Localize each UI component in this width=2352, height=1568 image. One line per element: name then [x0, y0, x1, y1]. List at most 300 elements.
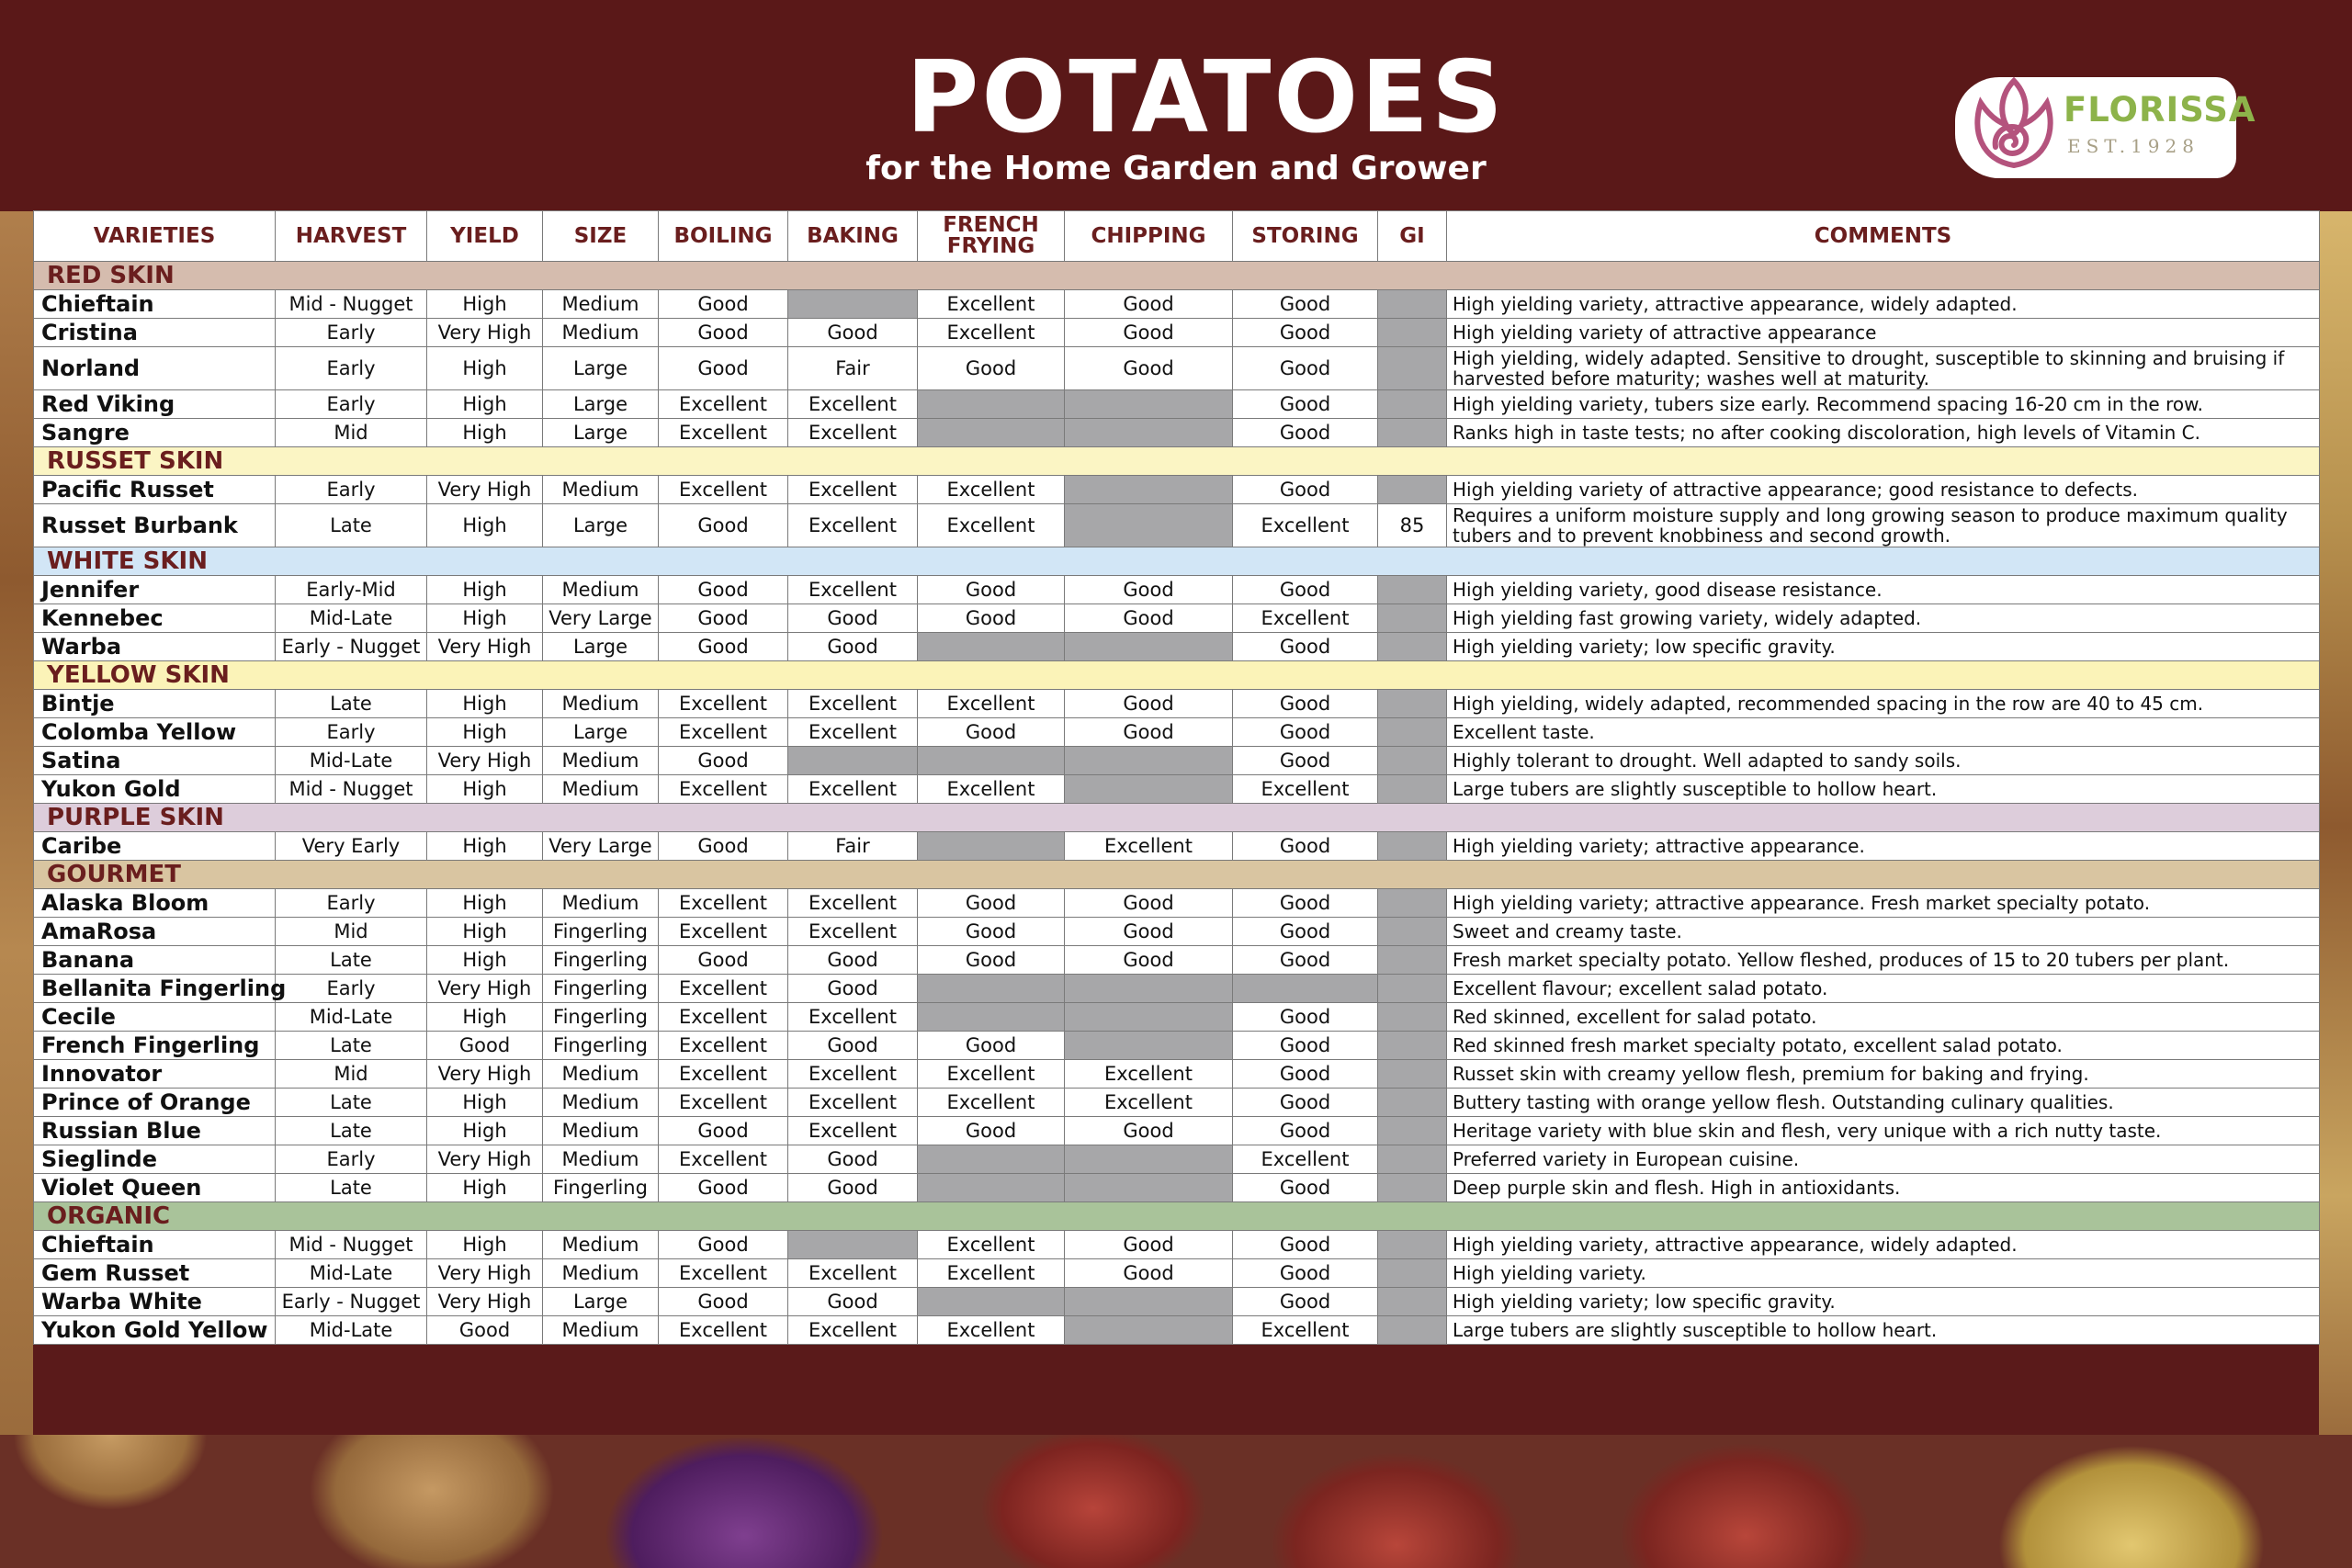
- empty-cell: [1378, 1032, 1447, 1060]
- storing-cell: Excellent: [1233, 1316, 1378, 1345]
- empty-cell: [918, 419, 1065, 447]
- variety-name: Cecile: [34, 1003, 276, 1032]
- empty-cell: [1065, 1288, 1233, 1316]
- baking-cell: Excellent: [788, 775, 918, 804]
- boiling-cell: Good: [659, 633, 788, 661]
- boiling-cell: Good: [659, 832, 788, 861]
- baking-cell: Fair: [788, 832, 918, 861]
- boiling-cell: Excellent: [659, 1316, 788, 1345]
- empty-cell: [1378, 1060, 1447, 1089]
- column-header: SIZE: [543, 211, 659, 262]
- table-row: [34, 1060, 2320, 1089]
- harvest-cell: Early-Mid: [276, 576, 427, 604]
- size-cell: Large: [543, 504, 659, 547]
- harvest-cell: Early: [276, 319, 427, 347]
- storing-cell: Good: [1233, 946, 1378, 975]
- comments-cell: Fresh market specialty potato. Yellow fleshed, produces of 15 to 20 tubers per plant.: [1447, 946, 2320, 975]
- size-cell: Fingerling: [543, 1032, 659, 1060]
- empty-cell: [1065, 747, 1233, 775]
- storing-cell: Good: [1233, 419, 1378, 447]
- empty-cell: [1378, 290, 1447, 319]
- storing-cell: Good: [1233, 347, 1378, 390]
- french-frying-cell: Excellent: [918, 1316, 1065, 1345]
- table-row: [34, 1288, 2320, 1316]
- table-row: [34, 604, 2320, 633]
- potato-varieties-table: [33, 210, 2320, 1345]
- empty-cell: [1065, 1032, 1233, 1060]
- storing-cell: Excellent: [1233, 604, 1378, 633]
- chipping-cell: Good: [1065, 1117, 1233, 1145]
- yield-cell: High: [427, 576, 543, 604]
- french-frying-cell: Good: [918, 889, 1065, 918]
- french-frying-cell: Excellent: [918, 1089, 1065, 1117]
- baking-cell: Excellent: [788, 1259, 918, 1288]
- gi-cell: 85: [1378, 504, 1447, 547]
- size-cell: Medium: [543, 476, 659, 504]
- comments-cell: High yielding variety of attractive appearance; good resistance to defects.: [1447, 476, 2320, 504]
- storing-cell: Good: [1233, 718, 1378, 747]
- yield-cell: High: [427, 1117, 543, 1145]
- harvest-cell: Mid: [276, 918, 427, 946]
- harvest-cell: Late: [276, 1117, 427, 1145]
- storing-cell: Good: [1233, 1032, 1378, 1060]
- category-label: PURPLE SKIN: [34, 804, 2320, 832]
- flower-logo-icon: [1968, 70, 2060, 173]
- table-row: [34, 633, 2320, 661]
- size-cell: Very Large: [543, 832, 659, 861]
- comments-cell: Excellent flavour; excellent salad potato.: [1447, 975, 2320, 1003]
- harvest-cell: Mid-Late: [276, 747, 427, 775]
- harvest-cell: Mid-Late: [276, 1259, 427, 1288]
- yield-cell: Very High: [427, 1259, 543, 1288]
- chipping-cell: Excellent: [1065, 1089, 1233, 1117]
- baking-cell: Excellent: [788, 1089, 918, 1117]
- column-header: FRENCH FRYING: [918, 211, 1065, 262]
- size-cell: Large: [543, 390, 659, 419]
- size-cell: Very Large: [543, 604, 659, 633]
- yield-cell: High: [427, 918, 543, 946]
- boiling-cell: Good: [659, 946, 788, 975]
- size-cell: Medium: [543, 1117, 659, 1145]
- empty-cell: [1065, 775, 1233, 804]
- french-frying-cell: Good: [918, 1032, 1065, 1060]
- harvest-cell: Early: [276, 476, 427, 504]
- boiling-cell: Good: [659, 319, 788, 347]
- empty-cell: [1378, 1089, 1447, 1117]
- baking-cell: Excellent: [788, 419, 918, 447]
- comments-cell: Preferred variety in European cuisine.: [1447, 1145, 2320, 1174]
- brand-est: EST.1928: [2067, 135, 2199, 157]
- harvest-cell: Late: [276, 504, 427, 547]
- table-row: [34, 747, 2320, 775]
- yield-cell: High: [427, 1003, 543, 1032]
- storing-cell: Good: [1233, 747, 1378, 775]
- yield-cell: High: [427, 690, 543, 718]
- chipping-cell: Good: [1065, 918, 1233, 946]
- size-cell: Large: [543, 347, 659, 390]
- comments-cell: High yielding variety of attractive appearance: [1447, 319, 2320, 347]
- harvest-cell: Early: [276, 347, 427, 390]
- size-cell: Medium: [543, 1316, 659, 1345]
- harvest-cell: Mid: [276, 1060, 427, 1089]
- yield-cell: High: [427, 889, 543, 918]
- baking-cell: Good: [788, 319, 918, 347]
- baking-cell: Excellent: [788, 889, 918, 918]
- storing-cell: Good: [1233, 690, 1378, 718]
- empty-cell: [1065, 419, 1233, 447]
- size-cell: Large: [543, 1288, 659, 1316]
- empty-cell: [1378, 633, 1447, 661]
- french-frying-cell: Good: [918, 604, 1065, 633]
- boiling-cell: Excellent: [659, 1060, 788, 1089]
- boiling-cell: Good: [659, 1174, 788, 1202]
- harvest-cell: Late: [276, 946, 427, 975]
- boiling-cell: Excellent: [659, 1259, 788, 1288]
- storing-cell: Good: [1233, 889, 1378, 918]
- size-cell: Medium: [543, 1089, 659, 1117]
- empty-cell: [788, 747, 918, 775]
- variety-name: Prince of Orange: [34, 1089, 276, 1117]
- storing-cell: Excellent: [1233, 1145, 1378, 1174]
- boiling-cell: Excellent: [659, 1145, 788, 1174]
- empty-cell: [1065, 476, 1233, 504]
- category-label: YELLOW SKIN: [34, 661, 2320, 690]
- size-cell: Large: [543, 633, 659, 661]
- yield-cell: High: [427, 419, 543, 447]
- yield-cell: High: [427, 604, 543, 633]
- empty-cell: [1378, 832, 1447, 861]
- comments-cell: High yielding, widely adapted. Sensitive to drought, susceptible to skinning and bruising if harvested before maturity; washes well at maturity.: [1447, 347, 2320, 390]
- empty-cell: [1378, 1288, 1447, 1316]
- storing-cell: Good: [1233, 832, 1378, 861]
- boiling-cell: Good: [659, 747, 788, 775]
- baking-cell: Good: [788, 1145, 918, 1174]
- yield-cell: Good: [427, 1316, 543, 1345]
- chipping-cell: Excellent: [1065, 832, 1233, 861]
- variety-name: Warba White: [34, 1288, 276, 1316]
- size-cell: Medium: [543, 1259, 659, 1288]
- baking-cell: Good: [788, 1032, 918, 1060]
- storing-cell: Good: [1233, 1259, 1378, 1288]
- variety-name: Bintje: [34, 690, 276, 718]
- category-label: ORGANIC: [34, 1202, 2320, 1231]
- table-row: [34, 946, 2320, 975]
- chipping-cell: Good: [1065, 319, 1233, 347]
- empty-cell: [918, 832, 1065, 861]
- variety-name: AmaRosa: [34, 918, 276, 946]
- brand-logo: [1955, 77, 2256, 178]
- variety-name: Norland: [34, 347, 276, 390]
- empty-cell: [1378, 319, 1447, 347]
- baking-cell: Good: [788, 1174, 918, 1202]
- comments-cell: Buttery tasting with orange yellow flesh. Outstanding culinary qualities.: [1447, 1089, 2320, 1117]
- empty-cell: [1378, 604, 1447, 633]
- table-row: [34, 690, 2320, 718]
- table-row: [34, 975, 2320, 1003]
- harvest-cell: Mid-Late: [276, 604, 427, 633]
- comments-cell: High yielding variety, attractive appearance, widely adapted.: [1447, 290, 2320, 319]
- empty-cell: [1378, 918, 1447, 946]
- boiling-cell: Good: [659, 504, 788, 547]
- table-row: [34, 419, 2320, 447]
- category-row: [34, 447, 2320, 476]
- empty-cell: [1378, 1231, 1447, 1259]
- column-header: VARIETIES: [34, 211, 276, 262]
- empty-cell: [918, 1174, 1065, 1202]
- harvest-cell: Early - Nugget: [276, 1288, 427, 1316]
- harvest-cell: Late: [276, 690, 427, 718]
- table-row: [34, 290, 2320, 319]
- baking-cell: Good: [788, 604, 918, 633]
- category-label: RUSSET SKIN: [34, 447, 2320, 476]
- baking-cell: Good: [788, 946, 918, 975]
- yield-cell: Very High: [427, 747, 543, 775]
- variety-name: Red Viking: [34, 390, 276, 419]
- harvest-cell: Early: [276, 975, 427, 1003]
- storing-cell: Good: [1233, 390, 1378, 419]
- comments-cell: Highly tolerant to drought. Well adapted to sandy soils.: [1447, 747, 2320, 775]
- yield-cell: High: [427, 347, 543, 390]
- yield-cell: Very High: [427, 319, 543, 347]
- table-row: [34, 1032, 2320, 1060]
- potato-background-left: [0, 211, 33, 1442]
- empty-cell: [918, 390, 1065, 419]
- variety-name: Yukon Gold: [34, 775, 276, 804]
- boiling-cell: Excellent: [659, 1032, 788, 1060]
- harvest-cell: Early: [276, 1145, 427, 1174]
- size-cell: Fingerling: [543, 1003, 659, 1032]
- empty-cell: [1065, 975, 1233, 1003]
- category-row: [34, 861, 2320, 889]
- baking-cell: Excellent: [788, 504, 918, 547]
- boiling-cell: Excellent: [659, 1003, 788, 1032]
- harvest-cell: Early: [276, 718, 427, 747]
- yield-cell: High: [427, 504, 543, 547]
- variety-name: Banana: [34, 946, 276, 975]
- comments-cell: High yielding variety; attractive appearance.: [1447, 832, 2320, 861]
- chipping-cell: Good: [1065, 576, 1233, 604]
- comments-cell: Red skinned fresh market specialty potato, excellent salad potato.: [1447, 1032, 2320, 1060]
- table-row: [34, 504, 2320, 547]
- comments-cell: High yielding variety, good disease resistance.: [1447, 576, 2320, 604]
- storing-cell: Excellent: [1233, 504, 1378, 547]
- page-title: POTATOES: [906, 40, 1506, 155]
- chipping-cell: Excellent: [1065, 1060, 1233, 1089]
- empty-cell: [1065, 1003, 1233, 1032]
- storing-cell: Good: [1233, 576, 1378, 604]
- comments-cell: Sweet and creamy taste.: [1447, 918, 2320, 946]
- baking-cell: Excellent: [788, 1003, 918, 1032]
- empty-cell: [1378, 1117, 1447, 1145]
- empty-cell: [1378, 718, 1447, 747]
- table-row: [34, 832, 2320, 861]
- empty-cell: [788, 290, 918, 319]
- size-cell: Medium: [543, 889, 659, 918]
- french-frying-cell: Good: [918, 718, 1065, 747]
- variety-name: Jennifer: [34, 576, 276, 604]
- storing-cell: Good: [1233, 1288, 1378, 1316]
- french-frying-cell: Good: [918, 946, 1065, 975]
- size-cell: Medium: [543, 290, 659, 319]
- comments-cell: High yielding variety, attractive appearance, widely adapted.: [1447, 1231, 2320, 1259]
- header-banner: [0, 0, 2352, 211]
- french-frying-cell: Excellent: [918, 1060, 1065, 1089]
- boiling-cell: Good: [659, 1231, 788, 1259]
- comments-cell: High yielding fast growing variety, widely adapted.: [1447, 604, 2320, 633]
- column-header: BAKING: [788, 211, 918, 262]
- boiling-cell: Good: [659, 1288, 788, 1316]
- boiling-cell: Excellent: [659, 419, 788, 447]
- comments-cell: High yielding variety; low specific gravity.: [1447, 633, 2320, 661]
- table-row: [34, 889, 2320, 918]
- table-body: [34, 262, 2320, 1345]
- boiling-cell: Excellent: [659, 918, 788, 946]
- column-header: YIELD: [427, 211, 543, 262]
- comments-cell: High yielding, widely adapted, recommended spacing in the row are 40 to 45 cm.: [1447, 690, 2320, 718]
- yield-cell: High: [427, 775, 543, 804]
- table-row: [34, 775, 2320, 804]
- size-cell: Fingerling: [543, 975, 659, 1003]
- table-row: [34, 1259, 2320, 1288]
- baking-cell: Excellent: [788, 918, 918, 946]
- boiling-cell: Excellent: [659, 718, 788, 747]
- chipping-cell: Good: [1065, 946, 1233, 975]
- empty-cell: [918, 633, 1065, 661]
- yield-cell: Good: [427, 1032, 543, 1060]
- storing-cell: Good: [1233, 1089, 1378, 1117]
- empty-cell: [1378, 576, 1447, 604]
- baking-cell: Excellent: [788, 390, 918, 419]
- variety-name: Satina: [34, 747, 276, 775]
- variety-name: Russet Burbank: [34, 504, 276, 547]
- category-label: RED SKIN: [34, 262, 2320, 290]
- empty-cell: [1065, 504, 1233, 547]
- empty-cell: [1378, 775, 1447, 804]
- empty-cell: [1378, 1145, 1447, 1174]
- harvest-cell: Mid - Nugget: [276, 1231, 427, 1259]
- empty-cell: [1378, 476, 1447, 504]
- empty-cell: [1065, 633, 1233, 661]
- empty-cell: [1065, 1145, 1233, 1174]
- column-header: GI: [1378, 211, 1447, 262]
- column-header: STORING: [1233, 211, 1378, 262]
- baking-cell: Excellent: [788, 476, 918, 504]
- yield-cell: High: [427, 946, 543, 975]
- empty-cell: [1378, 390, 1447, 419]
- table-header-row: [34, 211, 2320, 262]
- size-cell: Large: [543, 718, 659, 747]
- chipping-cell: Good: [1065, 1259, 1233, 1288]
- yield-cell: Very High: [427, 633, 543, 661]
- comments-cell: High yielding variety.: [1447, 1259, 2320, 1288]
- storing-cell: Good: [1233, 1174, 1378, 1202]
- variety-name: Chieftain: [34, 1231, 276, 1259]
- french-frying-cell: Excellent: [918, 290, 1065, 319]
- variety-name: Russian Blue: [34, 1117, 276, 1145]
- boiling-cell: Good: [659, 604, 788, 633]
- comments-cell: High yielding variety, tubers size early. Recommend spacing 16-20 cm in the row.: [1447, 390, 2320, 419]
- size-cell: Fingerling: [543, 946, 659, 975]
- table-row: [34, 347, 2320, 390]
- potato-background-right: [2319, 211, 2352, 1442]
- french-frying-cell: Excellent: [918, 1231, 1065, 1259]
- storing-cell: Good: [1233, 1003, 1378, 1032]
- chipping-cell: Good: [1065, 1231, 1233, 1259]
- comments-cell: Requires a uniform moisture supply and long growing season to produce maximum quality tubers and to prevent knobbiness and second growth.: [1447, 504, 2320, 547]
- size-cell: Medium: [543, 1060, 659, 1089]
- empty-cell: [1065, 1316, 1233, 1345]
- french-frying-cell: Excellent: [918, 319, 1065, 347]
- yield-cell: High: [427, 390, 543, 419]
- table-row: [34, 1089, 2320, 1117]
- comments-cell: High yielding variety; low specific gravity.: [1447, 1288, 2320, 1316]
- empty-cell: [1378, 747, 1447, 775]
- yield-cell: High: [427, 832, 543, 861]
- potato-background-bottom: [0, 1435, 2352, 1568]
- variety-name: Chieftain: [34, 290, 276, 319]
- variety-name: Colomba Yellow: [34, 718, 276, 747]
- chipping-cell: Good: [1065, 347, 1233, 390]
- comments-cell: Red skinned, excellent for salad potato.: [1447, 1003, 2320, 1032]
- empty-cell: [1233, 975, 1378, 1003]
- empty-cell: [918, 1288, 1065, 1316]
- variety-name: Alaska Bloom: [34, 889, 276, 918]
- baking-cell: Fair: [788, 347, 918, 390]
- french-frying-cell: Excellent: [918, 504, 1065, 547]
- comments-cell: Excellent taste.: [1447, 718, 2320, 747]
- baking-cell: Excellent: [788, 690, 918, 718]
- comments-cell: Large tubers are slightly susceptible to hollow heart.: [1447, 775, 2320, 804]
- empty-cell: [1378, 1316, 1447, 1345]
- boiling-cell: Excellent: [659, 690, 788, 718]
- harvest-cell: Mid - Nugget: [276, 775, 427, 804]
- page-subtitle: for the Home Garden and Grower: [865, 150, 1487, 187]
- harvest-cell: Early: [276, 889, 427, 918]
- variety-name: Warba: [34, 633, 276, 661]
- size-cell: Medium: [543, 576, 659, 604]
- empty-cell: [1378, 1003, 1447, 1032]
- harvest-cell: Mid-Late: [276, 1316, 427, 1345]
- yield-cell: Very High: [427, 975, 543, 1003]
- table-row: [34, 1117, 2320, 1145]
- chipping-cell: Good: [1065, 889, 1233, 918]
- harvest-cell: Very Early: [276, 832, 427, 861]
- size-cell: Fingerling: [543, 1174, 659, 1202]
- column-header: BOILING: [659, 211, 788, 262]
- size-cell: Medium: [543, 1231, 659, 1259]
- table-row: [34, 718, 2320, 747]
- category-label: WHITE SKIN: [34, 547, 2320, 576]
- baking-cell: Good: [788, 1288, 918, 1316]
- yield-cell: High: [427, 1231, 543, 1259]
- baking-cell: Excellent: [788, 576, 918, 604]
- harvest-cell: Early: [276, 390, 427, 419]
- table-row: [34, 476, 2320, 504]
- boiling-cell: Excellent: [659, 1089, 788, 1117]
- empty-cell: [1378, 690, 1447, 718]
- comments-cell: Large tubers are slightly susceptible to hollow heart.: [1447, 1316, 2320, 1345]
- table-row: [34, 390, 2320, 419]
- chipping-cell: Good: [1065, 290, 1233, 319]
- category-row: [34, 804, 2320, 832]
- harvest-cell: Mid: [276, 419, 427, 447]
- yield-cell: Very High: [427, 1145, 543, 1174]
- column-header: CHIPPING: [1065, 211, 1233, 262]
- empty-cell: [1378, 946, 1447, 975]
- french-frying-cell: Good: [918, 918, 1065, 946]
- baking-cell: Good: [788, 975, 918, 1003]
- empty-cell: [1065, 1174, 1233, 1202]
